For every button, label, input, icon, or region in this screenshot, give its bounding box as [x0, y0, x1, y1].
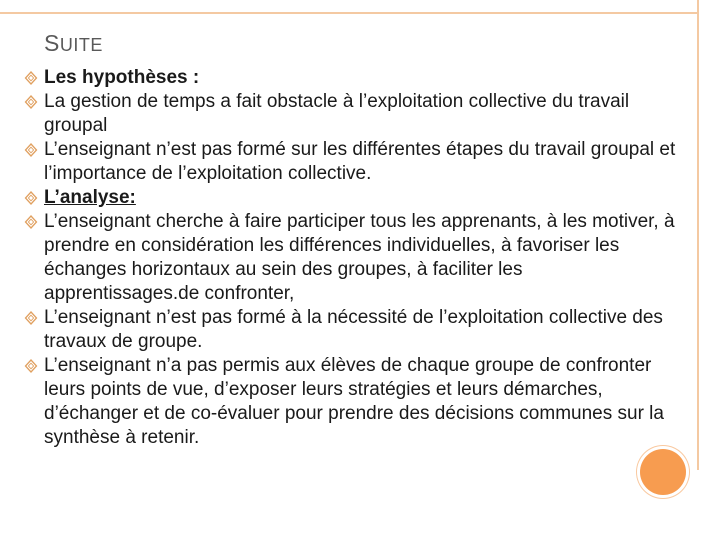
bullet-item	[20, 354, 680, 450]
hollow-diamond-bullet-icon	[24, 90, 40, 114]
slide-title-initial: S	[44, 30, 60, 56]
hollow-diamond-bullet-icon	[24, 306, 40, 330]
frame-top-line	[0, 12, 697, 14]
bullet-item	[20, 90, 680, 138]
bullet-text: L’enseignant n’a pas permis aux élèves de chaque groupe de confronter leurs points de vue, d’exposer leurs stratégies et leurs démarches, d’échanger et de co-évaluer pour prendre des décisions communes sur la synthèse à retenir.	[44, 355, 664, 448]
hollow-diamond-bullet-icon	[24, 138, 40, 162]
hollow-diamond-bullet-icon	[24, 354, 40, 378]
frame-right-line	[697, 0, 699, 470]
decorative-orange-circle	[640, 449, 686, 495]
slide-title	[44, 30, 103, 57]
bullet-list	[20, 66, 680, 450]
slide-title-rest: UITE	[59, 35, 103, 55]
bullet-text: L’analyse:	[44, 187, 136, 208]
bullet-text: L’enseignant cherche à faire participer tous les apprenants, à les motiver, à prendre en considération les différences individuelles, à favoriser les échanges horizontaux au sein des groupes, à faciliter les apprentissages.de confronter,	[44, 211, 675, 304]
bullet-text: Les hypothèses :	[44, 67, 200, 88]
bullet-item	[20, 186, 680, 210]
bullet-text: La gestion de temps a fait obstacle à l’exploitation collective du travail groupal	[44, 91, 630, 136]
hollow-diamond-bullet-icon	[24, 186, 40, 210]
bullet-item	[20, 210, 680, 306]
bullet-text: L’enseignant n’est pas formé sur les différentes étapes du travail groupal et l’importance de l’exploitation collective.	[44, 139, 676, 184]
bullet-text: L’enseignant n’est pas formé à la nécessité de l’exploitation collective des travaux de groupe.	[44, 307, 663, 352]
hollow-diamond-bullet-icon	[24, 210, 40, 234]
bullet-item	[20, 306, 680, 354]
bullet-item	[20, 66, 680, 90]
bullet-item	[20, 138, 680, 186]
hollow-diamond-bullet-icon	[24, 66, 40, 90]
